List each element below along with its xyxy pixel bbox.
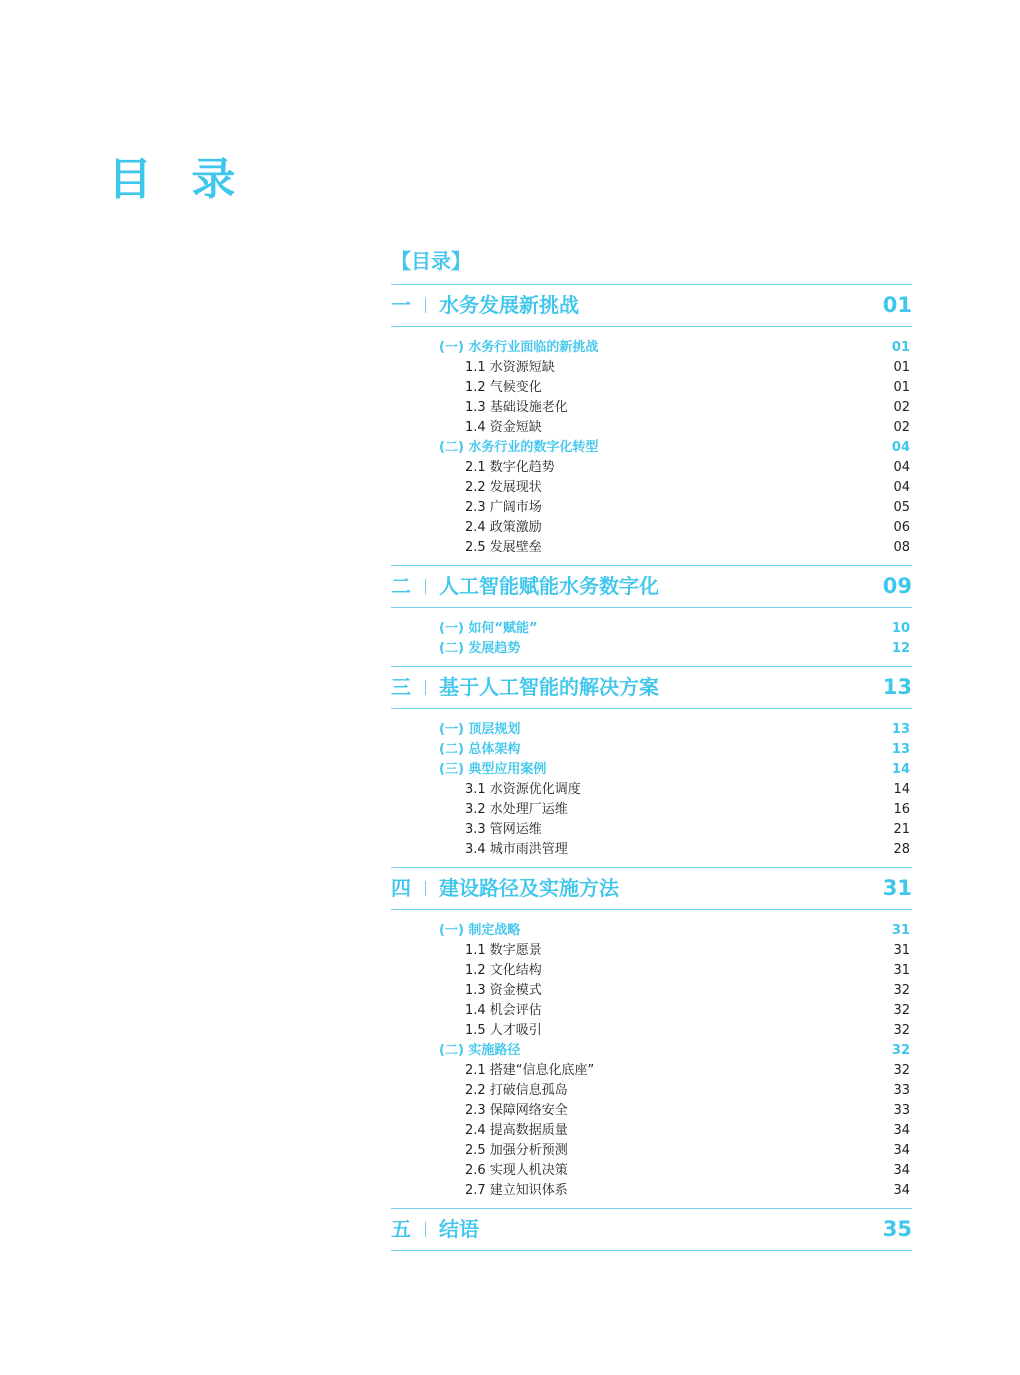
toc-subsection-entry[interactable] [391, 358, 912, 378]
entry-page-number: 06 [893, 520, 910, 535]
entry-label: 2.5 加强分析预测 [465, 1143, 568, 1158]
entry-label: 1.4 机会评估 [465, 1003, 542, 1018]
entry-label: (二) 发展趋势 [439, 641, 521, 656]
entry-label: 3.3 管网运维 [465, 822, 542, 837]
toc-subsection-entry[interactable] [391, 518, 912, 538]
chapter-separator [425, 680, 426, 695]
toc-subsection-entry[interactable] [391, 378, 912, 398]
entry-page-number: 33 [893, 1103, 910, 1118]
toc-subsection-entry[interactable] [391, 538, 912, 558]
entry-page-number: 12 [891, 641, 910, 656]
toc-subsection-entry[interactable] [391, 1181, 912, 1201]
entry-page-number: 13 [891, 742, 910, 757]
toc-subsection-entry[interactable] [391, 840, 912, 860]
entry-page-number: 16 [893, 802, 910, 817]
entry-label: (一) 如何“赋能” [439, 621, 538, 636]
toc-subsection-entry[interactable] [391, 1161, 912, 1181]
chapter-separator [425, 298, 426, 313]
entry-page-number: 05 [893, 500, 910, 515]
chapter-page-number: 01 [882, 293, 912, 317]
entry-page-number: 32 [893, 983, 910, 998]
entry-label: 2.4 政策激励 [465, 520, 542, 535]
chapter-rule-bottom [391, 1250, 912, 1251]
chapter-title: 结语 [439, 1217, 479, 1241]
entry-page-number: 01 [893, 360, 910, 375]
chapter-separator [425, 579, 426, 594]
entry-label: 1.3 资金模式 [465, 983, 542, 998]
entry-page-number: 02 [893, 420, 910, 435]
entry-label: 2.4 提高数据质量 [465, 1123, 568, 1138]
entry-label: 1.2 文化结构 [465, 963, 542, 978]
entry-label: 2.3 广阔市场 [465, 500, 542, 515]
chapter-title: 基于人工智能的解决方案 [439, 675, 659, 699]
entry-page-number: 13 [891, 722, 910, 737]
entry-label: 2.2 打破信息孤岛 [465, 1083, 568, 1098]
toc-subsection-entry[interactable] [391, 1141, 912, 1161]
entry-page-number: 01 [891, 340, 910, 355]
toc-section-entry[interactable] [391, 760, 912, 780]
entry-label: (二) 水务行业的数字化转型 [439, 440, 599, 455]
entry-label: (一) 顶层规划 [439, 722, 521, 737]
entry-label: (三) 典型应用案例 [439, 762, 547, 777]
entry-page-number: 04 [893, 480, 910, 495]
chapter-title: 水务发展新挑战 [439, 293, 579, 317]
entry-page-number: 34 [893, 1143, 910, 1158]
chapter-separator [425, 1222, 426, 1237]
chapter-title: 人工智能赋能水务数字化 [439, 574, 659, 598]
toc-subsection-entry[interactable] [391, 1061, 912, 1081]
table-of-contents [391, 246, 912, 1251]
chapter-number: 四 [391, 876, 411, 900]
entry-label: 2.7 建立知识体系 [465, 1183, 568, 1198]
toc-subsection-entry[interactable] [391, 1081, 912, 1101]
toc-section-entry[interactable] [391, 639, 912, 659]
toc-section-entry[interactable] [391, 1041, 912, 1061]
chapter-page-number: 09 [882, 574, 912, 598]
toc-label: 【目录】 [391, 249, 471, 273]
entry-page-number: 31 [893, 963, 910, 978]
toc-body [391, 284, 912, 1251]
toc-subsection-entry[interactable] [391, 1021, 912, 1041]
entry-label: (二) 总体架构 [439, 742, 521, 757]
entry-page-number: 31 [891, 923, 910, 938]
toc-subsection-entry[interactable] [391, 1101, 912, 1121]
toc-subsection-entry[interactable] [391, 478, 912, 498]
chapter-entries [391, 608, 912, 666]
entry-label: 2.3 保障网络安全 [465, 1103, 568, 1118]
toc-subsection-entry[interactable] [391, 398, 912, 418]
entry-label: 2.5 发展壁垒 [465, 540, 542, 555]
page-title: 目 录 [108, 154, 248, 205]
chapter-entries [391, 709, 912, 867]
toc-subsection-entry[interactable] [391, 1121, 912, 1141]
chapter-heading[interactable] [391, 285, 912, 326]
toc-subsection-entry[interactable] [391, 418, 912, 438]
entry-page-number: 14 [891, 762, 910, 777]
entry-page-number: 33 [893, 1083, 910, 1098]
chapter-entries [391, 327, 912, 565]
chapter-separator [425, 881, 426, 896]
chapter-page-number: 31 [882, 876, 912, 900]
chapter-heading[interactable] [391, 667, 912, 708]
entry-page-number: 28 [893, 842, 910, 857]
toc-section-entry[interactable] [391, 438, 912, 458]
entry-page-number: 10 [891, 621, 910, 636]
entry-page-number: 34 [893, 1163, 910, 1178]
chapter-heading[interactable] [391, 1209, 912, 1250]
entry-label: 1.1 水资源短缺 [465, 360, 555, 375]
toc-section-entry[interactable] [391, 338, 912, 358]
chapter-title: 建设路径及实施方法 [439, 876, 619, 900]
toc-section-entry[interactable] [391, 921, 912, 941]
entry-label: (一) 水务行业面临的新挑战 [439, 340, 599, 355]
entry-page-number: 01 [893, 380, 910, 395]
entry-label: (一) 制定战略 [439, 923, 521, 938]
entry-label: 2.1 数字化趋势 [465, 460, 555, 475]
chapter-heading[interactable] [391, 868, 912, 909]
entry-page-number: 04 [893, 460, 910, 475]
entry-page-number: 32 [893, 1023, 910, 1038]
entry-page-number: 32 [893, 1003, 910, 1018]
chapter-heading[interactable] [391, 566, 912, 607]
toc-subsection-entry[interactable] [391, 498, 912, 518]
entry-label: 1.3 基础设施老化 [465, 400, 568, 415]
entry-label: 3.4 城市雨洪管理 [465, 842, 568, 857]
toc-subsection-entry[interactable] [391, 780, 912, 800]
chapter-number: 三 [391, 675, 411, 699]
entry-label: 1.1 数字愿景 [465, 943, 542, 958]
chapter-number: 一 [391, 293, 411, 317]
toc-section-entry[interactable] [391, 720, 912, 740]
toc-section-entry[interactable] [391, 740, 912, 760]
entry-label: 2.6 实现人机决策 [465, 1163, 568, 1178]
chapter-entries [391, 910, 912, 1208]
entry-page-number: 34 [893, 1183, 910, 1198]
toc-subsection-entry[interactable] [391, 1001, 912, 1021]
entry-label: 1.5 人才吸引 [465, 1023, 542, 1038]
entry-page-number: 21 [893, 822, 910, 837]
entry-label: 1.2 气候变化 [465, 380, 542, 395]
toc-subsection-entry[interactable] [391, 941, 912, 961]
entry-page-number: 02 [893, 400, 910, 415]
toc-subsection-entry[interactable] [391, 800, 912, 820]
entry-label: 2.2 发展现状 [465, 480, 542, 495]
entry-label: 3.2 水处理厂运维 [465, 802, 568, 817]
entry-label: 2.1 搭建“信息化底座” [465, 1063, 595, 1078]
entry-page-number: 31 [893, 943, 910, 958]
chapter-page-number: 35 [882, 1217, 912, 1241]
entry-label: (二) 实施路径 [439, 1043, 521, 1058]
toc-subsection-entry[interactable] [391, 981, 912, 1001]
entry-label: 1.4 资金短缺 [465, 420, 542, 435]
toc-subsection-entry[interactable] [391, 458, 912, 478]
toc-section-entry[interactable] [391, 619, 912, 639]
entry-page-number: 34 [893, 1123, 910, 1138]
entry-page-number: 08 [893, 540, 910, 555]
toc-subsection-entry[interactable] [391, 820, 912, 840]
chapter-number: 五 [391, 1217, 411, 1241]
entry-page-number: 32 [893, 1063, 910, 1078]
entry-label: 3.1 水资源优化调度 [465, 782, 581, 797]
entry-page-number: 04 [891, 440, 910, 455]
chapter-number: 二 [391, 574, 411, 598]
entry-page-number: 32 [891, 1043, 910, 1058]
chapter-page-number: 13 [882, 675, 912, 699]
toc-subsection-entry[interactable] [391, 961, 912, 981]
entry-page-number: 14 [893, 782, 910, 797]
